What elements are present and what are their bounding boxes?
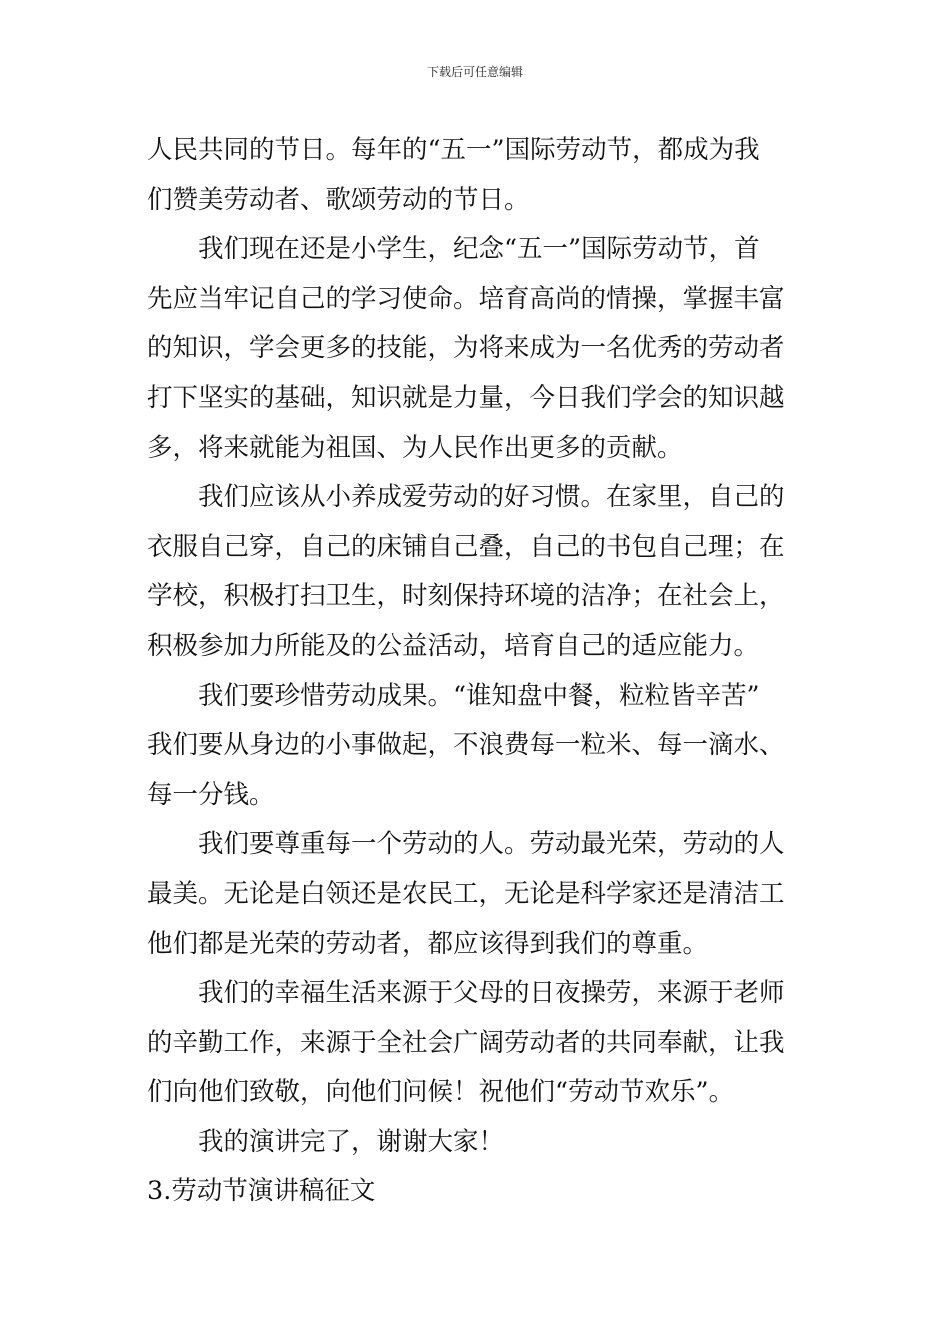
text-line: 打下坚实的基础，知识就是力量，今日我们学会的知识越 — [147, 382, 785, 413]
text-line: 的知识，学会更多的技能，为将来成为一名优秀的劳动者 — [147, 333, 785, 364]
text-line: 们赞美劳动者、歌颂劳动的节日。 — [147, 184, 530, 215]
text-line: 他们都是光荣的劳动者，都应该得到我们的尊重。 — [147, 928, 709, 959]
text-line: 人民共同的节日。每年的“五一”国际劳动节，都成为我 — [147, 135, 760, 165]
paragraph-start-line: 我们现在还是小学生，纪念“五一”国际劳动节，首 — [198, 234, 760, 265]
text-line: 我们要从身边的小事做起，不浪费每一粒米、每一滴水、 — [147, 730, 785, 761]
text-line: 们向他们致敬，向他们问候！祝他们“劳动节欢乐”。 — [147, 1077, 735, 1108]
text-line: 衣服自己穿，自己的床铺自己叠，自己的书包自己理；在 — [147, 531, 785, 562]
paragraph-start-line: 我们应该从小养成爱劳动的好习惯。在家里，自己的 — [198, 482, 785, 513]
text-line: 最美。无论是白领还是农民工，无论是科学家还是清洁工 — [147, 878, 785, 909]
paragraph-start-line: 我们要珍惜劳动成果。“谁知盘中餐，粒粒皆辛苦” — [198, 680, 760, 711]
paragraph-start-line: 我们的幸福生活来源于父母的日夜操劳，来源于老师 — [198, 978, 785, 1009]
text-line: 多，将来就能为祖国、为人民作出更多的贡献。 — [147, 432, 683, 463]
text-line: 学校，积极打扫卫生，时刻保持环境的洁净；在社会上， — [147, 581, 785, 612]
text-line: 每一分钱。 — [147, 779, 275, 810]
text-line: 的辛勤工作，来源于全社会广阔劳动者的共同奉献，让我 — [147, 1027, 785, 1058]
page-header: 下载后可任意编辑 — [426, 65, 523, 79]
paragraph-start-line: 我的演讲完了，谢谢大家！ — [198, 1126, 505, 1157]
document-body — [147, 126, 807, 1217]
text-line: 积极参加力所能及的公益活动，培育自己的适应能力。 — [147, 630, 760, 661]
paragraph-start-line: 我们要尊重每一个劳动的人。劳动最光荣，劳动的人 — [198, 829, 785, 860]
section-heading: 3.劳动节演讲稿征文 — [147, 1176, 376, 1207]
text-line: 先应当牢记自己的学习使命。培育高尚的情操，掌握丰富 — [147, 283, 785, 314]
